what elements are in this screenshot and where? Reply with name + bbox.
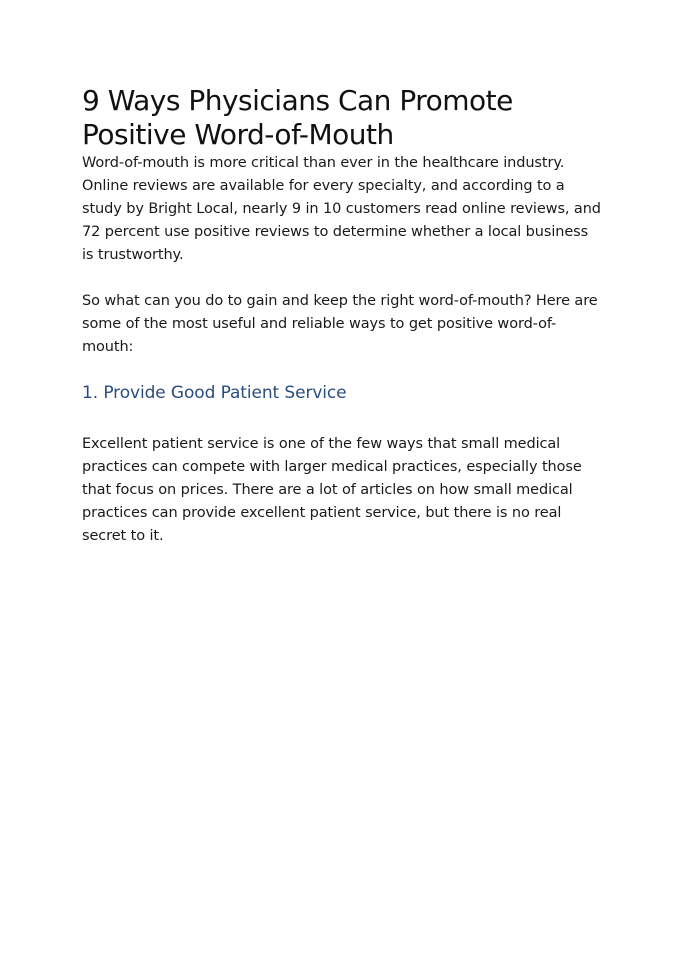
intro-paragraph: Word-of-mouth is more critical than ever in the healthcare industry. Online reviews are available for every specialty, and according to a study by Bright Local, nearly 9 in 10 customers read online reviews, and 72 percent use positive reviews to determine whether a local business is trustworthy. [82,155,601,263]
question-paragraph: So what can you do to gain and keep the right word-of-mouth? Here are some of the most useful and reliable ways to get positive word-of-mouth: [82,293,598,355]
section-heading-1: 1. Provide Good Patient Service [82,383,347,403]
document-content [82,84,602,548]
section-body-1: Excellent patient service is one of the few ways that small medical practices can compete with larger medical practices, especially those that focus on prices. There are a lot of articles on how small medical practices can provide excellent patient service, but there is no real secret to it. [82,436,582,544]
document-title: 9 Ways Physicians Can Promote Positive Word-of-Mouth [82,84,513,151]
